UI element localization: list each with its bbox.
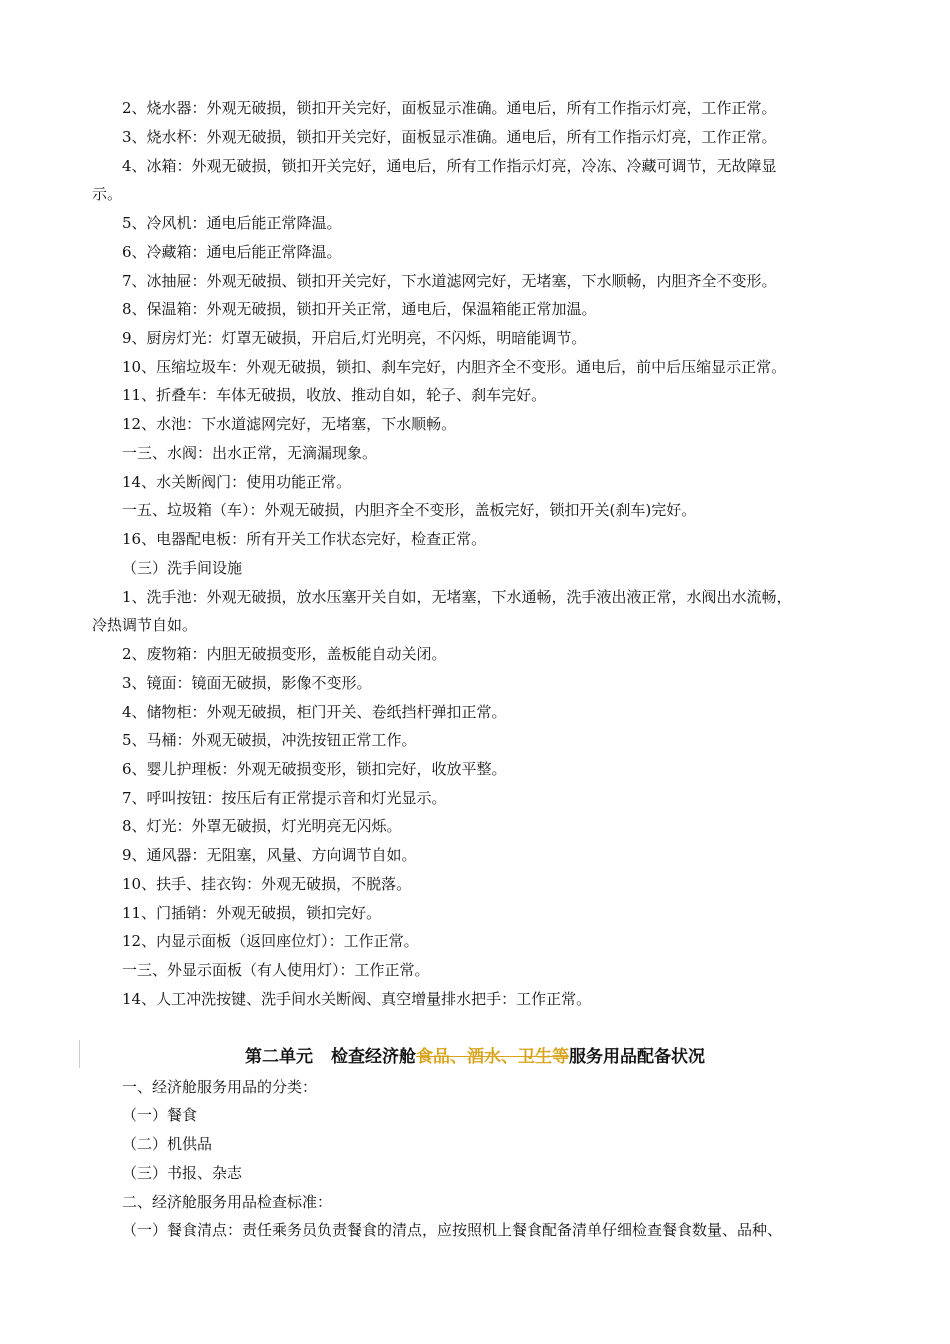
lavatory-item-call-button: 7、呼叫按钮：按压后有正常提示音和灯光显示。 — [122, 789, 447, 807]
category-newspapers-magazines: （三）书报、杂志 — [122, 1164, 243, 1182]
kitchen-item-chiller: 6、冷藏箱：通电后能正常降温。 — [122, 243, 342, 261]
standards-heading: 二、经济舱服务用品检查标准： — [122, 1193, 333, 1211]
lavatory-item-mirror: 3、镜面：镜面无破损，影像不变形。 — [122, 674, 372, 692]
lavatory-item-baby-changing-board: 6、婴儿护理板：外观无破损变形，锁扣完好，收放平整。 — [122, 760, 507, 778]
lavatory-item-light: 8、灯光：外罩无破损，灯光明亮无闪烁。 — [122, 817, 402, 835]
lavatory-item-flush-keys: 14、人工冲洗按键、洗手间水关断阀、真空增量排水把手：工作正常。 — [122, 990, 592, 1008]
lavatory-item-inner-display-panel: 12、内显示面板（返回座位灯）：工作正常。 — [122, 932, 419, 950]
lavatory-item-handrail-hook: 10、扶手、挂衣钩：外观无破损，不脱落。 — [122, 875, 412, 893]
kitchen-item-water-heater: 2、烧水器：外观无破损，锁扣开关完好，面板显示准确。通电后，所有工作指示灯亮，工作正常。 — [122, 99, 777, 117]
section-title-start: 检查经济舱 — [331, 1047, 416, 1067]
kitchen-item-shutoff-valve: 14、水关断阀门：使用功能正常。 — [122, 473, 352, 491]
section-unit-label: 第二单元 — [245, 1047, 313, 1067]
category-meals: （一）餐食 — [122, 1106, 198, 1124]
category-heading: 一、经济舱服务用品的分类： — [122, 1078, 318, 1096]
kitchen-item-ice-drawer: 7、冰抽屉：外观无破损、锁扣开关完好，下水道滤网完好，无堵塞，下水顺畅，内胆齐全不变形。 — [122, 272, 777, 290]
kitchen-item-sink: 12、水池：下水道滤网完好，无堵塞，下水顺畅。 — [122, 415, 457, 433]
kitchen-item-trash-bin: 一五、垃圾箱（车）：外观无破损，内胆齐全不变形，盖板完好，锁扣开关(刹车)完好。 — [122, 501, 697, 519]
section-title-struck-text: 食品、酒水、卫生等 — [416, 1047, 569, 1067]
section-heading — [0, 1042, 950, 1072]
kitchen-item-warming-box: 8、保温箱：外观无破损，锁扣开关正常，通电后，保温箱能正常加温。 — [122, 300, 597, 318]
kitchen-item-galley-light: 9、厨房灯光：灯罩无破损，开启后,灯光明亮，不闪烁，明暗能调节。 — [122, 329, 587, 347]
lavatory-item-wash-basin-continued: 冷热调节自如。 — [92, 616, 198, 634]
kitchen-item-water-boiler-cup: 3、烧水杯：外观无破损，锁扣开关完好，面板显示准确。通电后，所有工作指示灯亮，工作正常。 — [122, 128, 777, 146]
kitchen-item-water-valve: 一三、水阀：出水正常，无滴漏现象。 — [122, 444, 378, 462]
lavatory-item-toilet: 5、马桶：外观无破损，冲洗按钮正常工作。 — [122, 731, 417, 749]
lavatory-item-waste-bin: 2、废物箱：内胆无破损变形，盖板能自动关闭。 — [122, 645, 447, 663]
kitchen-item-trash-compactor: 10、压缩垃圾车：外观无破损，锁扣、刹车完好，内胆齐全不变形。通电后，前中后压缩显示正常。 — [122, 358, 787, 376]
kitchen-item-power-panel: 16、电器配电板：所有开关工作状态完好，检查正常。 — [122, 530, 487, 548]
section-title-end: 服务用品配备状况 — [569, 1047, 705, 1067]
lavatory-item-outer-display-panel: 一三、外显示面板（有人使用灯）：工作正常。 — [122, 961, 430, 979]
kitchen-item-folding-cart: 11、折叠车：车体无破损，收放、推动自如，轮子、刹车完好。 — [122, 386, 547, 404]
category-onboard-supplies: （二）机供品 — [122, 1135, 213, 1153]
kitchen-item-refrigerator: 4、冰箱：外观无破损，锁扣开关完好，通电后，所有工作指示灯亮，冷冻、冷藏可调节，无故障显 — [122, 157, 777, 175]
kitchen-item-refrigerator-continued: 示。 — [92, 185, 123, 203]
lavatory-item-ventilator: 9、通风器：无阻塞，风量、方向调节自如。 — [122, 846, 417, 864]
lavatory-item-storage-cabinet: 4、储物柜：外观无破损，柜门开关、卷纸挡杆弹扣正常。 — [122, 703, 507, 721]
lavatory-item-wash-basin: 1、洗手池：外观无破损，放水压塞开关自如，无堵塞，下水通畅，洗手液出液正常，水阀出水流畅， — [122, 588, 792, 606]
subsection-lavatory-facilities: （三）洗手间设施 — [122, 559, 243, 577]
lavatory-item-door-latch: 11、门插销：外观无破损，锁扣完好。 — [122, 904, 382, 922]
kitchen-item-air-cooler: 5、冷风机：通电后能正常降温。 — [122, 214, 342, 232]
standard-meal-count: （一）餐食清点：责任乘务员负责餐食的清点，应按照机上餐食配备清单仔细检查餐食数量、品种、 — [122, 1221, 783, 1239]
